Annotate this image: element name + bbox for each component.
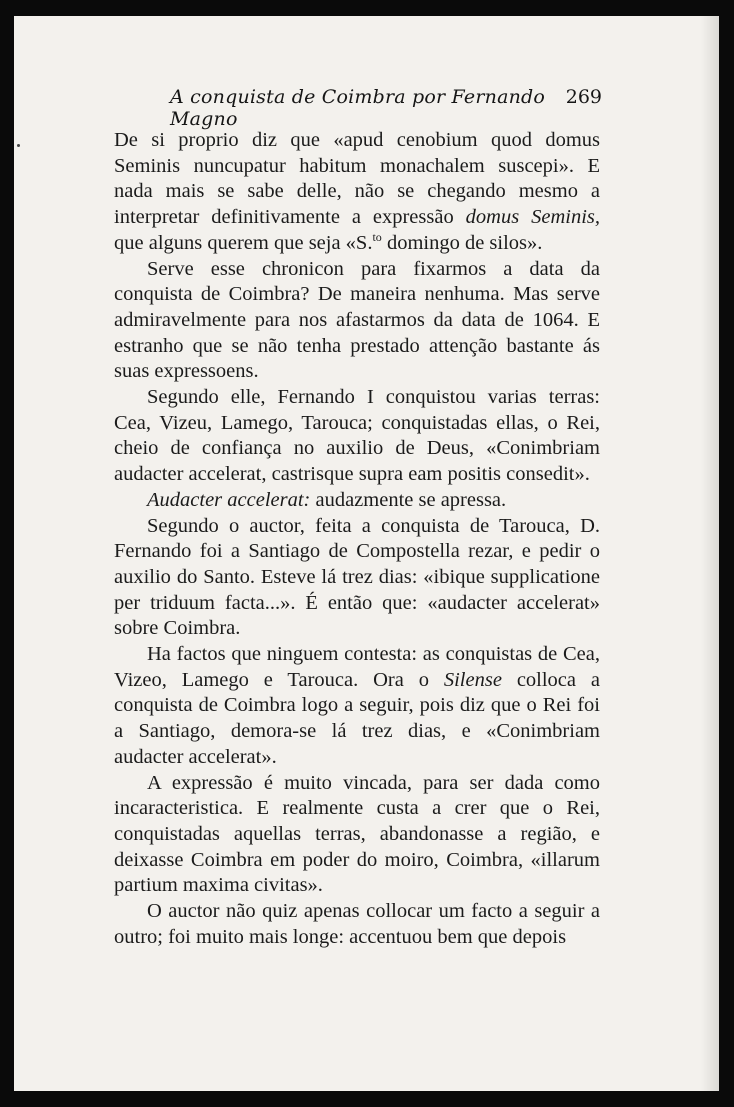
paragraph-8: O auctor não quiz apenas collocar um facto a seguir a outro; foi muito mais longe: accentuou bem que depois [114,900,600,948]
paragraph-1: De si proprio diz que «apud cenobium quod domus Seminis nuncupatur habitum monachalem suscepi». E nada mais se sabe delle, não se chegando mesmo a interpretar definitivamente a expressão domus Seminis, que alguns querem que seja «S.$^{to}$ domingo de silos». [114,129,600,254]
paragraph-6: Ha factos que ninguem contesta: as conquistas de Cea, Vizeo, Lamego e Tarouca. Ora o Silense colloca a conquista de Coimbra logo a seguir, pois diz que o Rei foi a Santiago, demora-se lá trez dias, e «Conimbriam audacter accelerat». [114,643,600,768]
emphasis-silense: Silense [443,668,502,691]
paragraph-4: Audacter accelerat: audazmente se apressa. [147,488,507,511]
paragraph-5: Segundo o auctor, feita a conquista de Tarouca, D. Fernando foi a Santiago de Compostella rezar, e pedir o auxilio do Santo. Esteve lá trez dias: «ibique supplicatione per triduum facta...». É então que: «audacter accelerat» sobre Coimbra. [114,514,600,640]
paragraph-7: A expressão é muito vincada, para ser dada como incaracteristica. E realmente custa a crer que o Rei, conquistadas aquellas terras, abandonasse a região, e deixasse Coimbra em poder do moiro, Coimbra, «illarum partium maxima civitas». [114,771,600,897]
paragraph-2: Serve esse chronicon para fixarmos a data da conquista de Coimbra? De maneira nenhuma. Mas serve admiravelmente para nos afastarmos da data de 1064. E estranho que se não tenha prestado attenção bastante ás suas expressoens. [114,257,600,383]
scan-shadow [701,16,719,1091]
superscript-to: to [372,229,382,244]
paragraph-3: Segundo elle, Fernando I conquistou varias terras: Cea, Vizeu, Lamego, Tarouca; conquistadas ellas, o Rei, cheio de confiança no auxilio de Deus, «Conimbriam audacter accelerat, castrisque supra eam positis consedit». [114,386,600,486]
body-text [114,128,600,951]
emphasis-domus-seminis: domus Seminis, [465,206,600,229]
emphasis-audacter-accelerat: Audacter accelerat: [147,488,311,511]
running-title: A conquista de Coimbra por Fernando Magno [170,86,546,130]
running-header [114,86,602,130]
book-page [14,16,719,1091]
page-number: 269 [565,86,602,108]
scan-speck [17,144,20,147]
